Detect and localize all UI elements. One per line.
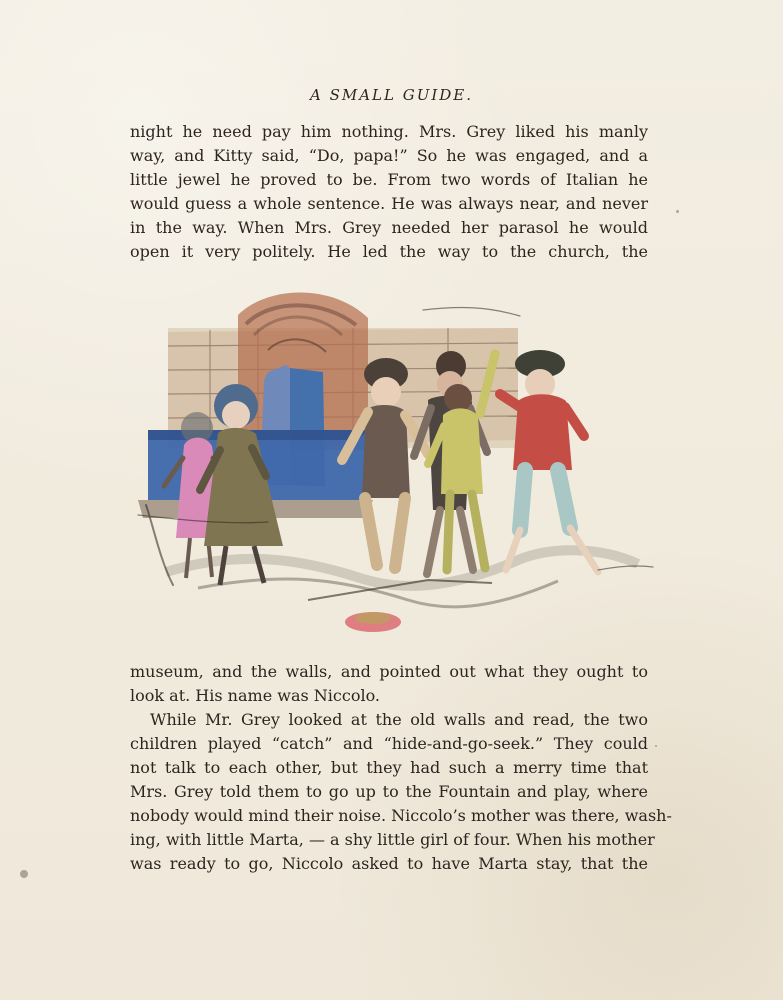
text-line: look at. His name was Niccolo. <box>130 686 380 705</box>
paper-speck <box>655 745 657 747</box>
text-line: way, and Kitty said, “Do, papa!” So he was engaged, and a <box>130 146 648 165</box>
ground-shadows <box>166 550 638 632</box>
text-line: would guess a whole sentence. He was always near, and never <box>130 194 648 213</box>
text-line: was ready to go, Niccolo asked to have Marta stay, that the <box>130 854 648 873</box>
text-line: children played “catch” and “hide-and-go-seek.” They could <box>130 734 648 753</box>
text-line: Mrs. Grey told them to go up to the Fountain and play, where <box>130 782 648 801</box>
text-line: museum, and the walls, and pointed out what they ought to <box>130 662 648 681</box>
text-line: ing, with little Marta, — a shy little girl of four. When his mother <box>130 830 655 849</box>
text-line: little jewel he proved to be. From two words of Italian he <box>130 170 648 189</box>
top-paragraph <box>130 120 648 264</box>
bottom-paragraph <box>130 660 672 876</box>
running-head: A SMALL GUIDE. <box>309 86 474 104</box>
text-line: night he need pay him nothing. Mrs. Grey liked his manly <box>130 122 648 141</box>
text-line: open it very politely. He led the way to the church, the <box>130 242 648 261</box>
paper-speck <box>20 870 28 878</box>
paper-speck <box>676 210 679 213</box>
text-line: nobody would mind their noise. Niccolo’s mother was there, wash- <box>130 806 672 825</box>
children-fountain-illustration <box>128 280 658 640</box>
text-line: While Mr. Grey looked at the old walls and read, the two <box>150 710 648 729</box>
text-line: not talk to each other, but they had such a merry time that <box>130 758 648 777</box>
text-line: in the way. When Mrs. Grey needed her parasol he would <box>130 218 648 237</box>
